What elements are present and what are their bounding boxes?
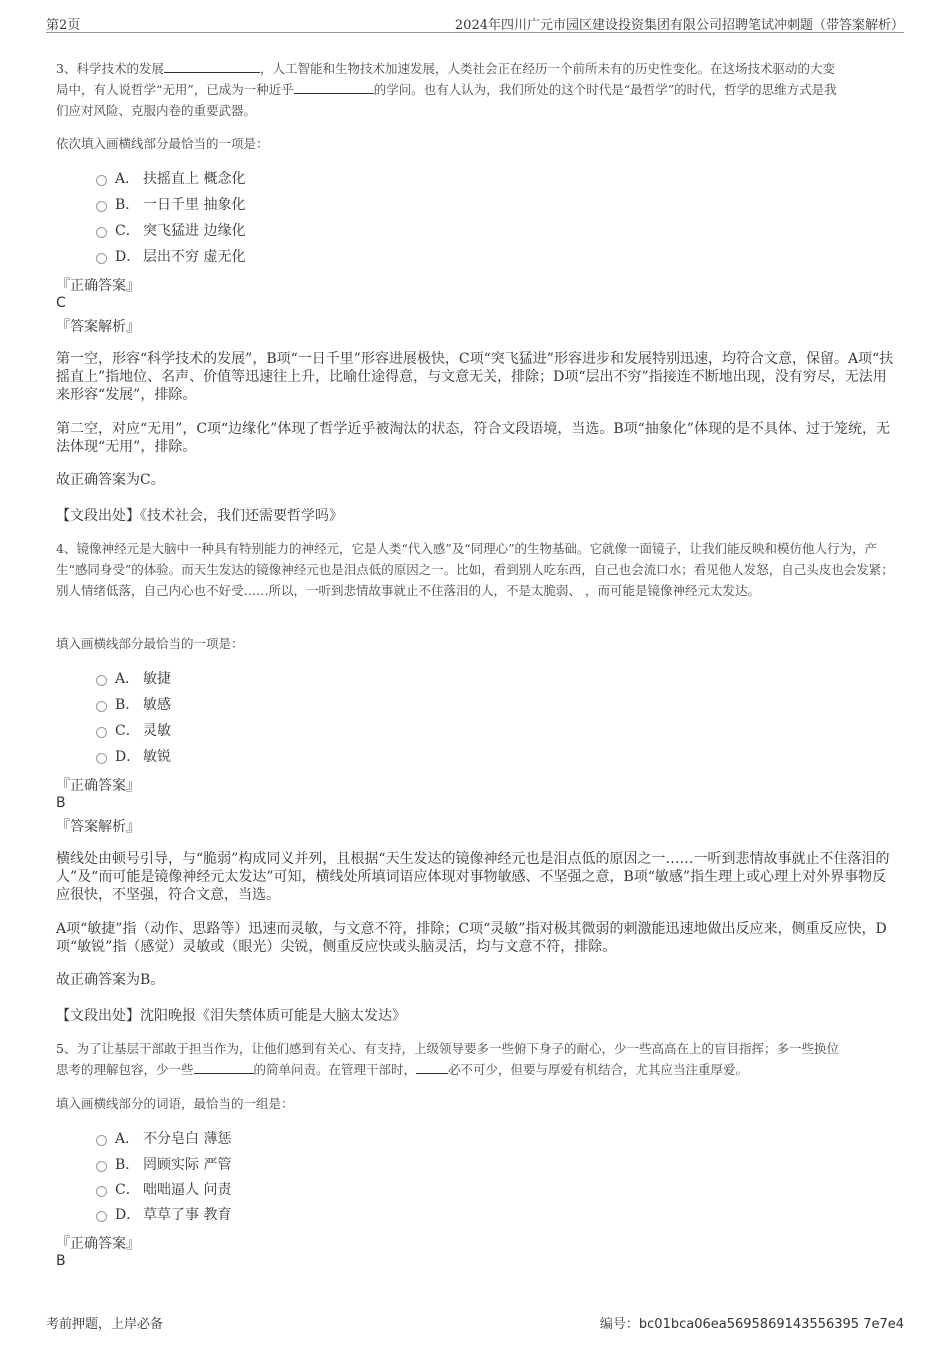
- q5-option-a[interactable]: A． 不分皂白 薄惩: [96, 1128, 231, 1150]
- q5-answer: B: [56, 1253, 66, 1269]
- radio-icon[interactable]: [96, 201, 107, 212]
- radio-icon[interactable]: [96, 253, 107, 264]
- footer-slogan: 考前押题，上岸必备: [46, 1317, 164, 1332]
- blank-line: [416, 1060, 448, 1074]
- q5-text-b: 思考的理解包容，少一些: [56, 1062, 194, 1077]
- q3-text-d: 的学问。也有人认为，我们所处的这个时代是“最哲学”的时代，哲学的思维方式是我: [373, 82, 837, 97]
- q3-answer: C: [56, 295, 66, 311]
- question-5-stem: [56, 1038, 896, 1080]
- q3-analysis-1: 第一空，形容“科学技术的发展”，B项“一日千里”形容进展极快，C项“突飞猛进”形容进步和发展特别迅速，均符合文意，保留。A项“扶摇直上”指地位、名声、价值等迅速往上升，比喻仕途得意，与文意无关，排除；D项“层出不穷”指接连不断地出现，没有穷尽，无法用来形容“发展”，排除。: [56, 351, 894, 403]
- q4-option-c[interactable]: C． 灵敏: [96, 720, 171, 742]
- radio-icon[interactable]: [96, 1186, 107, 1197]
- q3-source: 【文段出处】《技术社会，我们还需要哲学吗》: [56, 508, 343, 524]
- q5-instruction: 填入画横线部分的词语，最恰当的一组是：: [56, 1096, 294, 1111]
- code-label: 编号：: [599, 1317, 639, 1332]
- question-4-stem: 4、镜像神经元是大脑中一种具有特别能力的神经元，它是人类“代入感”及“同理心”的生物基础。它就像一面镜子，让我们能反映和模仿他人行为，产生“感同身受”的体验。而天生发达的镜像神经元也是泪点低的原因之一。比如，看到别人吃东西，自己也会流口水；看见他人发怒，自己头皮也会发紧；别人情绪低落，自己内心也不好受……所以，一听到悲情故事就止不住落泪的人，不是太脆弱、 ，而可能是镜像神经元太发达。: [56, 541, 894, 598]
- q4-option-d[interactable]: D． 敏锐: [96, 746, 171, 768]
- q3-analysis-2: 第二空，对应“无用”，C项“边缘化”体现了哲学近乎被淘汰的状态，符合文段语境，当选。B项“抽象化”体现的是不具体、过于笼统，无法体现“无用”，排除。: [56, 421, 890, 455]
- q4-source: 【文段出处】沈阳晚报《泪失禁体质可能是大脑太发达》: [56, 1008, 406, 1024]
- q3-option-b[interactable]: B． 一日千里 抽象化: [96, 194, 245, 216]
- page-header: [46, 12, 904, 33]
- q3-text-b: ，人工智能和生物技术加速发展，人类社会正在经历一个前所未有的历史性变化。在这场技术驱动的大变: [259, 61, 835, 76]
- q3-text-a: 3、科学技术的发展: [56, 61, 164, 76]
- q5-text-c: 的简单问责。在管理干部时，: [253, 1062, 417, 1077]
- blank-line: [194, 1060, 254, 1074]
- question-3-stem: [56, 58, 896, 121]
- q4-answer-label: 『正确答案』: [56, 778, 140, 794]
- q5-option-c[interactable]: C． 咄咄逼人 问责: [96, 1179, 231, 1201]
- radio-icon[interactable]: [96, 753, 107, 764]
- radio-icon[interactable]: [96, 701, 107, 712]
- q5-option-d[interactable]: D． 草草了事 教育: [96, 1204, 231, 1226]
- radio-icon[interactable]: [96, 1161, 107, 1172]
- q4-conclusion: 故正确答案为B。: [56, 972, 165, 988]
- radio-icon[interactable]: [96, 1135, 107, 1146]
- q4-analysis-1: 横线处由顿号引导，与“脆弱”构成同义并列，且根据“天生发达的镜像神经元也是泪点低的原因之一……一听到悲情故事就止不住落泪的人”及“而可能是镜像神经元太发达”可知，横线处所填词语应体现对事物敏感、不坚强之意，B项“敏感”指生理上或心理上对外界事物反应很快，不坚强，符合文意，当选。: [56, 851, 890, 903]
- code-value: bc01bca06ea5695869143556395 7e7e4: [638, 1317, 904, 1332]
- q4-analysis-label: 『答案解析』: [56, 819, 140, 835]
- blank-line: [294, 80, 374, 94]
- page-number: 第2页: [46, 18, 81, 33]
- q3-conclusion: 故正确答案为C。: [56, 472, 165, 488]
- document-title: 2024年四川广元市园区建设投资集团有限公司招聘笔试冲刺题（带答案解析）: [454, 18, 904, 33]
- q5-answer-label: 『正确答案』: [56, 1236, 140, 1252]
- q5-text-a: 5、为了让基层干部敢于担当作为，让他们感到有关心、有支持，上级领导要多一些俯下身子的耐心，少一些高高在上的盲目指挥；多一些换位: [56, 1041, 839, 1056]
- q4-analysis-2: A项“敏捷”指（动作、思路等）迅速而灵敏，与文意不符，排除；C项“灵敏”指对极其微弱的刺激能迅速地做出反应来，侧重反应快，D项“敏锐”指（感觉）灵敏或（眼光）尖锐，侧重反应快或头脑灵活，均与文意不符，排除。: [56, 921, 887, 955]
- q4-option-a[interactable]: A． 敏捷: [96, 668, 171, 690]
- q3-text-c: 局中，有人说哲学“无用”，已成为一种近乎: [56, 82, 294, 97]
- q3-option-c[interactable]: C． 突飞猛进 边缘化: [96, 220, 245, 242]
- q5-text-d: 必不可少，但要与厚爱有机结合，尤其应当注重厚爱。: [448, 1062, 749, 1077]
- q3-option-d[interactable]: D． 层出不穷 虚无化: [96, 246, 245, 268]
- q3-instruction: 依次填入画横线部分最恰当的一项是：: [56, 136, 269, 151]
- radio-icon[interactable]: [96, 1211, 107, 1222]
- q4-answer: B: [56, 795, 66, 811]
- q3-text-e: 们应对风险、克服内卷的重要武器。: [56, 103, 257, 118]
- radio-icon[interactable]: [96, 175, 107, 186]
- blank-line: [164, 59, 260, 73]
- q3-analysis-label: 『答案解析』: [56, 319, 140, 335]
- q3-option-a[interactable]: A． 扶摇直上 概念化: [96, 168, 245, 190]
- q4-instruction: 填入画横线部分最恰当的一项是：: [56, 636, 244, 651]
- q3-answer-label: 『正确答案』: [56, 278, 140, 294]
- q4-option-b[interactable]: B． 敏感: [96, 694, 171, 716]
- q5-option-b[interactable]: B． 罔顾实际 严管: [96, 1154, 231, 1176]
- radio-icon[interactable]: [96, 675, 107, 686]
- document-code: [600, 1313, 904, 1332]
- radio-icon[interactable]: [96, 727, 107, 738]
- radio-icon[interactable]: [96, 227, 107, 238]
